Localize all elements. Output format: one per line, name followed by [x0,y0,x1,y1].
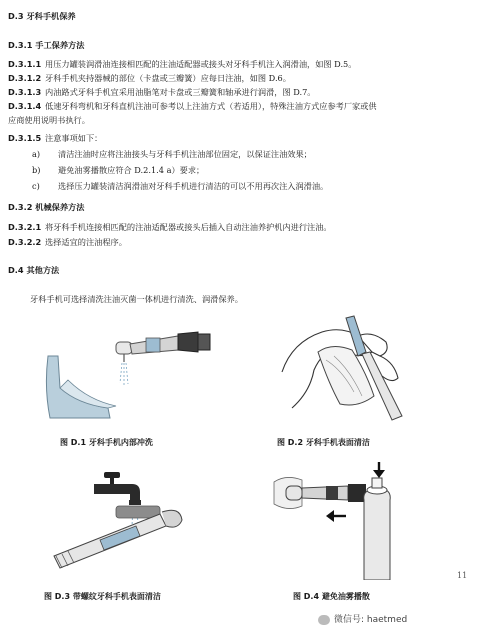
list-marker: a) [32,149,41,159]
section-d4-text: 牙科手机可选择清洗注油灭菌一体机进行清洗、润滑保养。 [30,294,243,304]
page-number: 11 [457,571,468,580]
clause-text: 内油路式牙科手机宜采用油脂笔对卡盘或三瓣簧和轴承进行润滑，图 D.7。 [45,87,316,97]
clause-d312 [8,72,291,84]
section-d32-title: D.3.2 机械保养方法 [8,202,85,212]
clause-text: 用压力罐装润滑油连接相匹配的注油适配器或接头对牙科手机注入润滑油，如图 D.5。 [45,59,357,69]
list-marker: b) [32,165,41,175]
list-marker: c) [32,181,40,191]
clause-text: 牙科手机夹持器械的部位（卡盘或三瓣簧）应每日注油，如图 D.6。 [45,73,291,83]
clause-text: 低速牙科弯机和牙科直机注油可参考以上注油方式（若适用），特殊注油方式应参考厂家或供 [45,101,377,111]
clause-d314-continuation: 应商使用说明书执行。 [8,115,90,125]
list-text: 避免油雾播散应符合 D.2.1.4 a）要求； [58,165,205,175]
figure-d2-caption: 图 D.2 牙科手机表面清洁 [277,438,370,447]
clause-number: D.3.2.2 [8,237,42,247]
clause-text: 将牙科手机连接相匹配的注油适配器或接头后插入自动注油养护机内进行注油。 [45,222,332,232]
clause-number: D.3.1.5 [8,133,42,143]
clause-d322 [8,236,127,248]
section-d3-title: D.3 牙科手机保养 [8,11,76,21]
clause-d321 [8,221,332,233]
list-item-a [32,148,312,160]
clause-text: 注意事项如下： [45,133,103,143]
section-d31-title: D.3.1 手工保养方法 [8,40,85,50]
watermark-text: 微信号: haetmed [334,615,408,625]
wechat-icon [318,615,330,625]
clause-number: D.3.1.3 [8,87,42,97]
clause-text: 选择适宜的注油程序。 [45,237,127,247]
clause-d313 [8,86,316,98]
handpiece-flush-drawing [38,328,218,423]
figure-d1-caption: 图 D.1 牙科手机内部冲洗 [60,438,153,447]
faucet-cleaning-drawing [40,470,220,570]
clause-number: D.3.1.2 [8,73,42,83]
section-d4-title: D.4 其他方法 [8,265,60,275]
surface-cleaning-drawing [262,312,422,422]
clause-number: D.3.1.4 [8,101,42,111]
list-item-b [32,164,204,176]
list-item-c [32,180,328,192]
clause-number: D.3.1.1 [8,59,42,69]
list-text: 选择压力罐装清洁润滑油对牙科手机进行清洁的可以不用再次注入润滑油。 [58,181,329,191]
oil-spray-can-drawing [266,460,426,580]
clause-number: D.3.2.1 [8,222,42,232]
list-text: 清洁注油时应将注油接头与牙科手机注油部位固定，以保证注油效果； [58,149,312,159]
clause-d311 [8,58,356,70]
figure-d4-caption: 图 D.4 避免油雾播散 [293,592,370,601]
figure-d3-caption: 图 D.3 带螺纹牙科手机表面清洁 [44,592,161,601]
clause-d315 [8,132,102,144]
clause-d314 [8,100,377,112]
wechat-watermark [318,614,407,626]
